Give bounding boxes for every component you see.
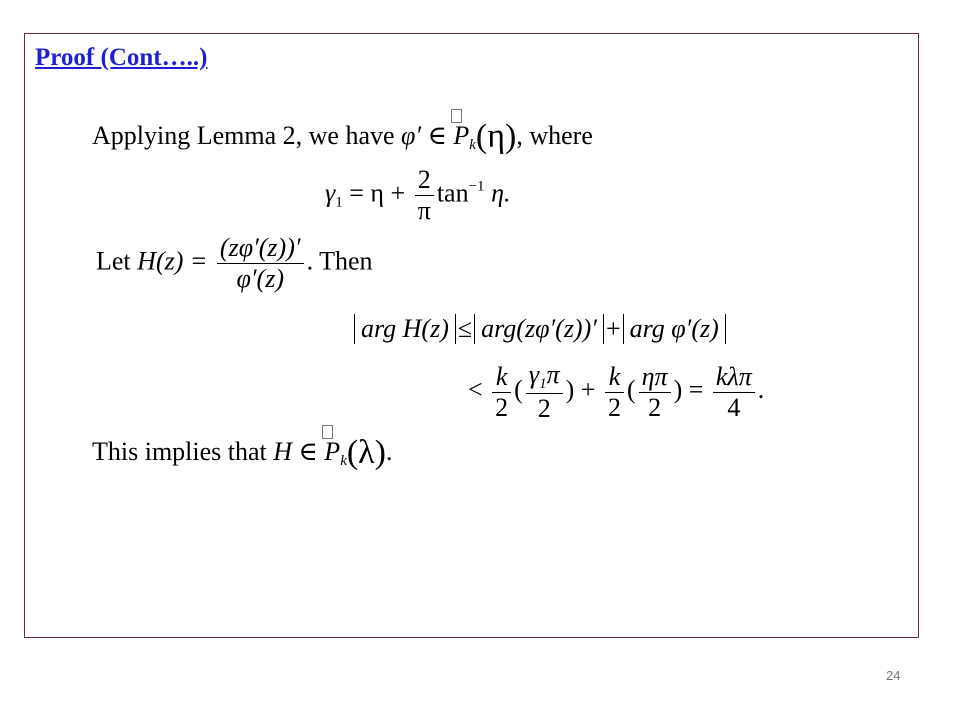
fraction-eta-pi-over-2: $\frac{\eta\pi}{2}$ [639,362,671,423]
bound-inequality: < $\frac{k}{2}$ ( $\frac{\gamma_1\pi}{2}$ ) + $\frac{k}{2}$ ( $\frac{\eta\pi}{2}$ ) = $\frac{\text{kλπ}}{4}$ . [468,360,765,424]
missing-glyph-box [322,425,333,439]
gamma-definition: $\gamma_1 = \eta$ + $\frac{2}{\pi}$ $\tan^{-1} \eta$. [325,165,511,225]
h-definition: Let H(z) = $\frac{(z\varphi'(z))'}{\varphi'(z)}$ . Then [96,233,373,293]
slide-title: Proof (Cont…..) [35,44,208,71]
fraction-h: $\frac{(z\varphi'(z))'}{\varphi'(z)}$ [217,233,304,294]
fraction-k-over-2: $\frac{k}{2}$ [492,362,511,423]
fraction-gamma-pi-over-2: $\frac{\gamma_1\pi}{2}$ [526,360,563,424]
fraction-k-lambda-pi-over-4: $\frac{\text{kλπ}}{4}$ [713,362,755,423]
missing-glyph-box [451,109,462,123]
fraction-2-over-pi: $\frac{2}{\pi}$ [415,165,434,226]
conclusion: This implies that H ∈ $P_k(\lambda)$. [92,436,393,470]
arg-inequality: arg H(z) ≤ arg(zφ′(z))′ + arg φ′(z) [352,314,728,344]
fraction-k-over-2-b: $\frac{k}{2}$ [605,362,624,423]
page-number: 24 [886,668,901,683]
lemma-statement: Applying Lemma 2, we have φ′ ∈ $P_k(\eta)$, where [92,120,593,154]
